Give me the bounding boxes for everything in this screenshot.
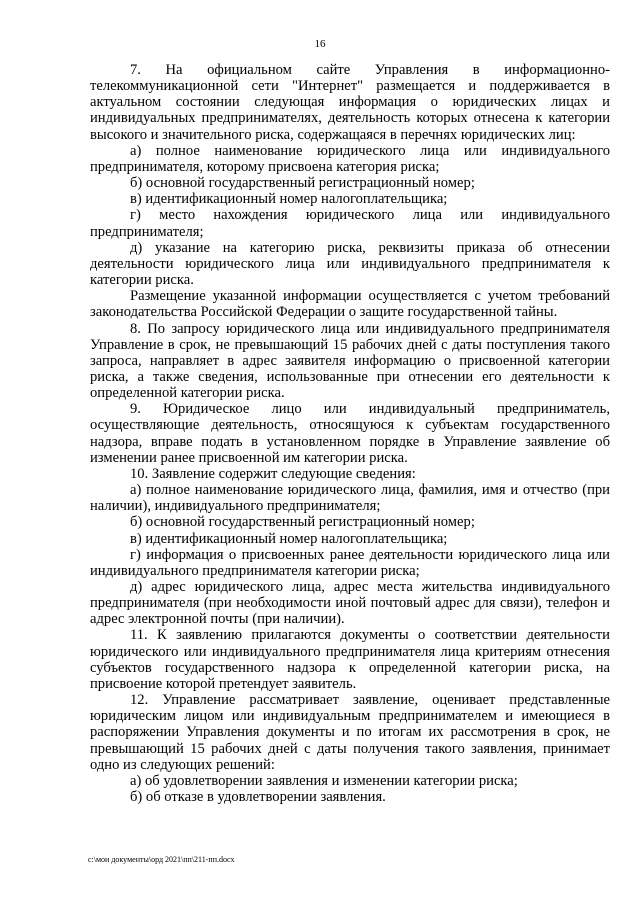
- paragraph-7a: а) полное наименование юридического лица или индивидуального предпринимателя, которому присвоена категория риска;: [90, 142, 610, 175]
- paragraph-7b: б) основной государственный регистрационный номер;: [130, 175, 475, 192]
- paragraph-10b: б) основной государственный регистрационный номер;: [130, 514, 475, 531]
- paragraph-placement: Размещение указанной информации осуществляется с учетом требований законодательства Российской Федерации о защите государственной тайны.: [90, 288, 610, 321]
- paragraph-12: 12. Управление рассматривает заявление, оценивает представленные юридическим лицом или индивидуальным предпринимателем и имеющиеся в распоряжении Управления документы и по итогам их рассмотрения в срок, не превышающий 15 рабочих дней с даты получения такого заявления, принимает одно из следующих решений:: [90, 692, 610, 773]
- paragraph-10: 10. Заявление содержит следующие сведения:: [130, 465, 416, 482]
- paragraph-10d: д) адрес юридического лица, адрес места жительства индивидуального предпринимателя (при необходимости иной почтовый адрес для связи), телефон и адрес электронной почты (при наличии).: [90, 579, 610, 628]
- paragraph-10a: а) полное наименование юридического лица, фамилия, имя и отчество (при наличии), индивидуального предпринимателя;: [90, 482, 610, 515]
- paragraph-10g: г) информация о присвоенных ранее деятельности юридического лица или индивидуального предпринимателя категории риска;: [90, 546, 610, 579]
- page-number: 16: [314, 38, 326, 50]
- paragraph-12b: б) об отказе в удовлетворении заявления.: [130, 789, 386, 806]
- paragraph-10v: в) идентификационный номер налогоплательщика;: [130, 530, 448, 547]
- paragraph-11: 11. К заявлению прилагаются документы о соответствии деятельности юридического или индивидуального предпринимателя лица критериям отнесения субъектов государственного надзора к определенной категории риска, на присвоение которой претендует заявитель.: [90, 627, 610, 692]
- paragraph-8: 8. По запросу юридического лица или индивидуального предпринимателя Управление в срок, не превышающий 15 рабочих дней с даты поступления такого запроса, направляет в адрес заявителя информацию о присвоенной категории риска, а также сведения, использованные при отнесении его деятельности к определенной категории риска.: [90, 320, 610, 402]
- paragraph-12a: а) об удовлетворении заявления и изменении категории риска;: [130, 772, 518, 789]
- paragraph-7d: д) указание на категорию риска, реквизиты приказа об отнесении деятельности юридического лица или индивидуального предпринимателя к категории риска.: [90, 239, 610, 289]
- footer-file-path: c:\мои документы\орд 2021\пп\211-пп.docx: [88, 855, 235, 864]
- document-body: [90, 62, 610, 805]
- paragraph-9: 9. Юридическое лицо или индивидуальный предприниматель, осуществляющие деятельность, относящуюся к субъектам государственного надзора, вправе подать в установленном порядке в Управление заявление об изменении ранее присвоенной им категории риска.: [90, 401, 610, 466]
- paragraph-7: 7. На официальном сайте Управления в информационно-телекоммуникационной сети "Интернет" размещается и поддерживается в актуальном состоянии следующая информация о юридических лицах и индивидуальных предпринимателях, деятельность которых отнесена к категории высокого и значительного риска, содержащаяся в перечнях юридических лиц:: [90, 62, 610, 143]
- paragraph-7v: в) идентификационный номер налогоплательщика;: [130, 191, 448, 208]
- paragraph-7g: г) место нахождения юридического лица или индивидуального предпринимателя;: [90, 207, 610, 240]
